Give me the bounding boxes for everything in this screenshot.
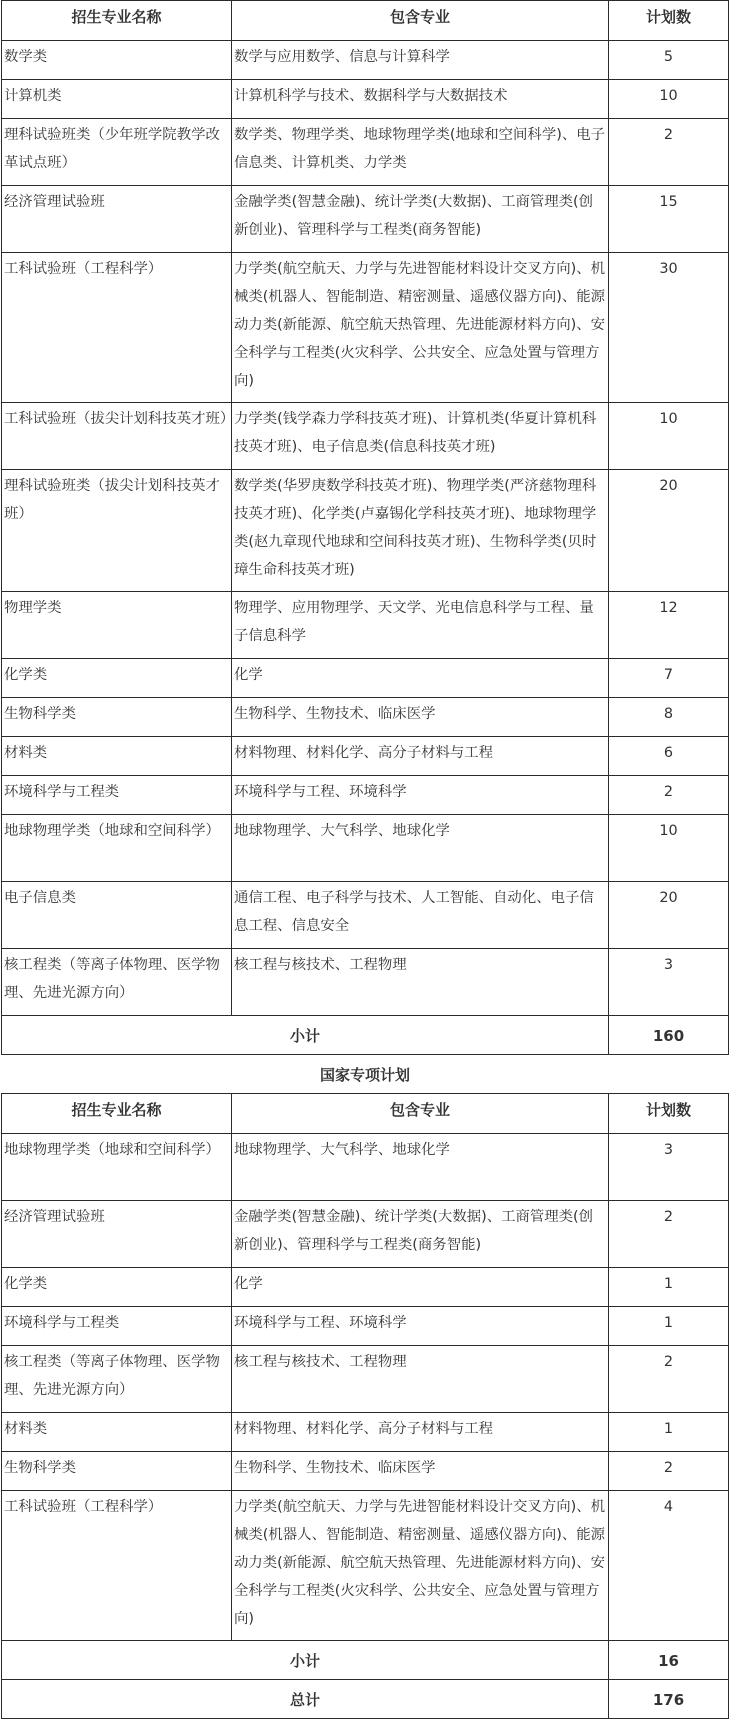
table-row [2,815,729,882]
row-majors: 材料物理、材料化学、高分子材料与工程 [232,737,609,776]
section-title: 国家专项计划 [2,1055,729,1094]
row-count: 2 [609,1201,729,1268]
row-majors: 物理学、应用物理学、天文学、光电信息科学与工程、量子信息科学 [232,592,609,659]
row-count: 10 [609,815,729,882]
header-name: 招生专业名称 [2,1,232,41]
row-majors: 计算机科学与技术、数据科学与大数据技术 [232,80,609,119]
admission-plan-table [1,0,729,1719]
table-row [2,403,729,470]
row-count: 1 [609,1413,729,1452]
header-majors: 包含专业 [232,1,609,41]
table-row [2,119,729,186]
row-name: 化学类 [2,659,232,698]
table-row [2,1452,729,1491]
row-name: 环境科学与工程类 [2,776,232,815]
row-count: 8 [609,698,729,737]
row-count: 2 [609,776,729,815]
table-row [2,470,729,592]
row-count: 10 [609,403,729,470]
row-name: 环境科学与工程类 [2,1307,232,1346]
row-majors: 化学 [232,659,609,698]
row-count: 2 [609,1346,729,1413]
row-name: 工科试验班（工程科学） [2,1491,232,1641]
row-count: 5 [609,41,729,80]
row-majors: 化学 [232,1268,609,1307]
row-majors: 生物科学、生物技术、临床医学 [232,1452,609,1491]
total-label: 总计 [2,1680,609,1719]
row-majors: 核工程与核技术、工程物理 [232,949,609,1016]
row-name: 工科试验班（拔尖计划科技英才班） [2,403,232,470]
table-row [2,1307,729,1346]
header-row [2,1,729,41]
subtotal-value: 16 [609,1641,729,1680]
row-majors: 金融学类(智慧金融)、统计学类(大数据)、工商管理类(创新创业)、管理科学与工程类(商务智能) [232,1201,609,1268]
table-row [2,1346,729,1413]
row-name: 材料类 [2,737,232,776]
row-name: 经济管理试验班 [2,186,232,253]
row-name: 电子信息类 [2,882,232,949]
row-majors: 生物科学、生物技术、临床医学 [232,698,609,737]
table-row [2,41,729,80]
row-majors: 材料物理、材料化学、高分子材料与工程 [232,1413,609,1452]
row-name: 数学类 [2,41,232,80]
header-count: 计划数 [609,1094,729,1134]
row-majors: 金融学类(智慧金融)、统计学类(大数据)、工商管理类(创新创业)、管理科学与工程类(商务智能) [232,186,609,253]
header-name: 招生专业名称 [2,1094,232,1134]
row-majors: 数学与应用数学、信息与计算科学 [232,41,609,80]
row-name: 理科试验班类（少年班学院教学改革试点班） [2,119,232,186]
row-count: 3 [609,1134,729,1201]
row-majors: 力学类(航空航天、力学与先进智能材料设计交叉方向)、机械类(机器人、智能制造、精密测量、遥感仪器方向)、能源动力类(新能源、航空航天热管理、先进能源材料方向)、安全科学与工程类(火灾科学、公共安全、应急处置与管理方向) [232,253,609,403]
row-count: 7 [609,659,729,698]
table-row [2,1413,729,1452]
row-count: 1 [609,1307,729,1346]
row-count: 20 [609,470,729,592]
subtotal-label: 小计 [2,1641,609,1680]
row-majors: 地球物理学、大气科学、地球化学 [232,1134,609,1201]
header-row [2,1094,729,1134]
table-row [2,949,729,1016]
row-name: 地球物理学类（地球和空间科学） [2,815,232,882]
row-name: 生物科学类 [2,698,232,737]
row-count: 2 [609,119,729,186]
row-majors: 地球物理学、大气科学、地球化学 [232,815,609,882]
row-name: 核工程类（等离子体物理、医学物理、先进光源方向） [2,949,232,1016]
row-count: 4 [609,1491,729,1641]
subtotal-label: 小计 [2,1016,609,1055]
row-majors: 通信工程、电子科学与技术、人工智能、自动化、电子信息工程、信息安全 [232,882,609,949]
table-row [2,698,729,737]
total-value: 176 [609,1680,729,1719]
row-count: 10 [609,80,729,119]
row-majors: 环境科学与工程、环境科学 [232,1307,609,1346]
row-name: 工科试验班（工程科学） [2,253,232,403]
table-row [2,186,729,253]
table-row [2,1134,729,1201]
subtotal-value: 160 [609,1016,729,1055]
table-row [2,253,729,403]
row-count: 6 [609,737,729,776]
table-row [2,737,729,776]
table-row [2,80,729,119]
table-row [2,592,729,659]
table-row [2,1491,729,1641]
row-count: 3 [609,949,729,1016]
row-majors: 力学类(航空航天、力学与先进智能材料设计交叉方向)、机械类(机器人、智能制造、精密测量、遥感仪器方向)、能源动力类(新能源、航空航天热管理、先进能源材料方向)、安全科学与工程类(火灾科学、公共安全、应急处置与管理方向) [232,1491,609,1641]
row-name: 计算机类 [2,80,232,119]
row-majors: 数学类(华罗庚数学科技英才班)、物理学类(严济慈物理科技英才班)、化学类(卢嘉锡化学科技英才班)、地球物理学类(赵九章现代地球和空间科技英才班)、生物科学类(贝时璋生命科技英才班) [232,470,609,592]
header-majors: 包含专业 [232,1094,609,1134]
row-name: 理科试验班类（拔尖计划科技英才班） [2,470,232,592]
row-majors: 数学类、物理学类、地球物理学类(地球和空间科学)、电子信息类、计算机类、力学类 [232,119,609,186]
table-row [2,776,729,815]
subtotal-row [2,1641,729,1680]
row-count: 1 [609,1268,729,1307]
row-count: 30 [609,253,729,403]
table-row [2,1201,729,1268]
table-row [2,882,729,949]
row-name: 生物科学类 [2,1452,232,1491]
subtotal-row [2,1016,729,1055]
row-name: 材料类 [2,1413,232,1452]
row-name: 物理学类 [2,592,232,659]
row-majors: 力学类(钱学森力学科技英才班)、计算机类(华夏计算机科技英才班)、电子信息类(信息科技英才班) [232,403,609,470]
row-name: 经济管理试验班 [2,1201,232,1268]
row-majors: 核工程与核技术、工程物理 [232,1346,609,1413]
row-count: 2 [609,1452,729,1491]
row-count: 20 [609,882,729,949]
row-count: 12 [609,592,729,659]
row-name: 化学类 [2,1268,232,1307]
table-row [2,1268,729,1307]
row-name: 核工程类（等离子体物理、医学物理、先进光源方向） [2,1346,232,1413]
total-row [2,1680,729,1719]
row-count: 15 [609,186,729,253]
header-count: 计划数 [609,1,729,41]
section-title-row [2,1055,729,1094]
row-name: 地球物理学类（地球和空间科学） [2,1134,232,1201]
row-majors: 环境科学与工程、环境科学 [232,776,609,815]
table-row [2,659,729,698]
